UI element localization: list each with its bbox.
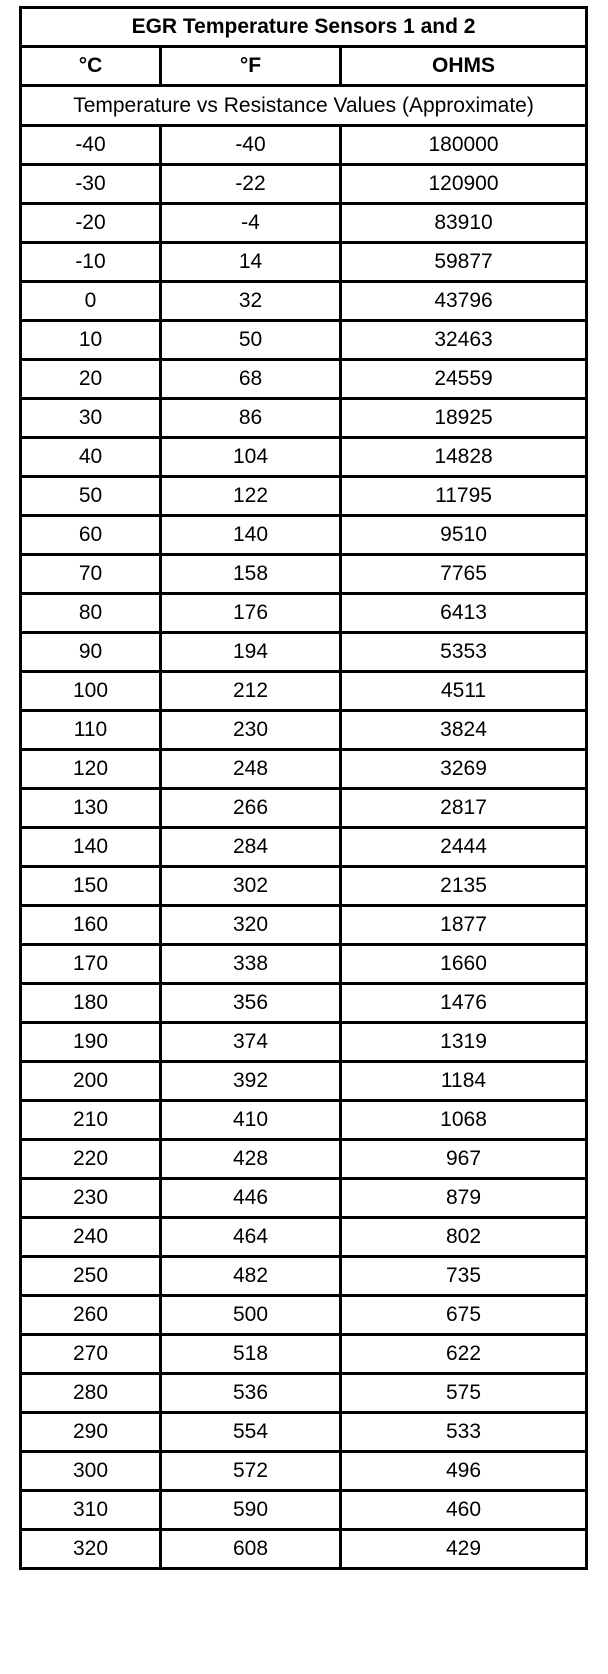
column-header-celsius: °C bbox=[21, 47, 161, 86]
cell-ohms: 5353 bbox=[341, 633, 587, 672]
cell-ohms: 1184 bbox=[341, 1062, 587, 1101]
temperature-resistance-table bbox=[19, 6, 588, 1570]
cell-celsius: 150 bbox=[21, 867, 161, 906]
cell-ohms: 4511 bbox=[341, 672, 587, 711]
cell-celsius: 90 bbox=[21, 633, 161, 672]
cell-fahrenheit: 554 bbox=[161, 1413, 341, 1452]
cell-fahrenheit: 392 bbox=[161, 1062, 341, 1101]
cell-fahrenheit: 338 bbox=[161, 945, 341, 984]
cell-fahrenheit: 86 bbox=[161, 399, 341, 438]
cell-ohms: 2135 bbox=[341, 867, 587, 906]
table-row bbox=[21, 1374, 587, 1413]
cell-ohms: 2817 bbox=[341, 789, 587, 828]
cell-celsius: 80 bbox=[21, 594, 161, 633]
table-row bbox=[21, 243, 587, 282]
cell-celsius: 70 bbox=[21, 555, 161, 594]
cell-celsius: 280 bbox=[21, 1374, 161, 1413]
cell-celsius: 0 bbox=[21, 282, 161, 321]
table-row bbox=[21, 984, 587, 1023]
cell-fahrenheit: -22 bbox=[161, 165, 341, 204]
cell-celsius: 130 bbox=[21, 789, 161, 828]
cell-ohms: 967 bbox=[341, 1140, 587, 1179]
table-row bbox=[21, 438, 587, 477]
cell-celsius: 180 bbox=[21, 984, 161, 1023]
cell-ohms: 533 bbox=[341, 1413, 587, 1452]
cell-fahrenheit: 320 bbox=[161, 906, 341, 945]
cell-celsius: 250 bbox=[21, 1257, 161, 1296]
cell-fahrenheit: 464 bbox=[161, 1218, 341, 1257]
table-subtitle-row bbox=[21, 86, 587, 126]
cell-fahrenheit: 32 bbox=[161, 282, 341, 321]
cell-fahrenheit: -4 bbox=[161, 204, 341, 243]
cell-celsius: 270 bbox=[21, 1335, 161, 1374]
cell-celsius: 240 bbox=[21, 1218, 161, 1257]
cell-fahrenheit: 104 bbox=[161, 438, 341, 477]
cell-ohms: 879 bbox=[341, 1179, 587, 1218]
table-row bbox=[21, 828, 587, 867]
cell-ohms: 9510 bbox=[341, 516, 587, 555]
table-row bbox=[21, 1023, 587, 1062]
table-title-row bbox=[21, 8, 587, 47]
cell-celsius: 40 bbox=[21, 438, 161, 477]
cell-fahrenheit: 122 bbox=[161, 477, 341, 516]
cell-ohms: 675 bbox=[341, 1296, 587, 1335]
table-row bbox=[21, 1296, 587, 1335]
table-row bbox=[21, 1062, 587, 1101]
cell-celsius: 120 bbox=[21, 750, 161, 789]
table-row bbox=[21, 750, 587, 789]
cell-ohms: 460 bbox=[341, 1491, 587, 1530]
cell-celsius: 320 bbox=[21, 1530, 161, 1569]
table-row bbox=[21, 204, 587, 243]
table-title: EGR Temperature Sensors 1 and 2 bbox=[21, 8, 587, 47]
cell-celsius: 20 bbox=[21, 360, 161, 399]
table-row bbox=[21, 399, 587, 438]
cell-fahrenheit: 68 bbox=[161, 360, 341, 399]
table-row bbox=[21, 789, 587, 828]
cell-fahrenheit: 14 bbox=[161, 243, 341, 282]
cell-fahrenheit: 590 bbox=[161, 1491, 341, 1530]
cell-ohms: 3824 bbox=[341, 711, 587, 750]
column-header-fahrenheit: °F bbox=[161, 47, 341, 86]
table-row bbox=[21, 165, 587, 204]
cell-ohms: 735 bbox=[341, 1257, 587, 1296]
cell-fahrenheit: 302 bbox=[161, 867, 341, 906]
cell-fahrenheit: 374 bbox=[161, 1023, 341, 1062]
cell-fahrenheit: 266 bbox=[161, 789, 341, 828]
table-row bbox=[21, 126, 587, 165]
cell-celsius: 50 bbox=[21, 477, 161, 516]
table-row bbox=[21, 1140, 587, 1179]
table-row bbox=[21, 1452, 587, 1491]
table-row bbox=[21, 594, 587, 633]
cell-ohms: 43796 bbox=[341, 282, 587, 321]
cell-celsius: 290 bbox=[21, 1413, 161, 1452]
cell-ohms: 18925 bbox=[341, 399, 587, 438]
cell-ohms: 802 bbox=[341, 1218, 587, 1257]
cell-ohms: 7765 bbox=[341, 555, 587, 594]
sensor-table-container bbox=[19, 6, 585, 1570]
cell-ohms: 496 bbox=[341, 1452, 587, 1491]
cell-celsius: 200 bbox=[21, 1062, 161, 1101]
cell-fahrenheit: 230 bbox=[161, 711, 341, 750]
cell-ohms: 6413 bbox=[341, 594, 587, 633]
cell-celsius: -40 bbox=[21, 126, 161, 165]
cell-fahrenheit: 518 bbox=[161, 1335, 341, 1374]
cell-fahrenheit: 140 bbox=[161, 516, 341, 555]
cell-celsius: 300 bbox=[21, 1452, 161, 1491]
cell-celsius: 140 bbox=[21, 828, 161, 867]
table-row bbox=[21, 360, 587, 399]
cell-fahrenheit: 158 bbox=[161, 555, 341, 594]
cell-ohms: 1319 bbox=[341, 1023, 587, 1062]
cell-celsius: -30 bbox=[21, 165, 161, 204]
table-row bbox=[21, 1335, 587, 1374]
table-row bbox=[21, 516, 587, 555]
cell-fahrenheit: 536 bbox=[161, 1374, 341, 1413]
table-row bbox=[21, 321, 587, 360]
cell-ohms: 24559 bbox=[341, 360, 587, 399]
cell-fahrenheit: 356 bbox=[161, 984, 341, 1023]
cell-ohms: 11795 bbox=[341, 477, 587, 516]
cell-fahrenheit: 284 bbox=[161, 828, 341, 867]
cell-fahrenheit: 428 bbox=[161, 1140, 341, 1179]
table-row bbox=[21, 867, 587, 906]
cell-ohms: 622 bbox=[341, 1335, 587, 1374]
cell-fahrenheit: 572 bbox=[161, 1452, 341, 1491]
cell-fahrenheit: 212 bbox=[161, 672, 341, 711]
cell-celsius: 310 bbox=[21, 1491, 161, 1530]
cell-ohms: 429 bbox=[341, 1530, 587, 1569]
table-row bbox=[21, 555, 587, 594]
table-row bbox=[21, 1179, 587, 1218]
table-row bbox=[21, 477, 587, 516]
cell-celsius: 170 bbox=[21, 945, 161, 984]
table-row bbox=[21, 1491, 587, 1530]
cell-ohms: 575 bbox=[341, 1374, 587, 1413]
cell-celsius: 260 bbox=[21, 1296, 161, 1335]
cell-fahrenheit: 50 bbox=[161, 321, 341, 360]
cell-ohms: 2444 bbox=[341, 828, 587, 867]
cell-ohms: 1068 bbox=[341, 1101, 587, 1140]
cell-celsius: 230 bbox=[21, 1179, 161, 1218]
cell-fahrenheit: 482 bbox=[161, 1257, 341, 1296]
cell-celsius: 210 bbox=[21, 1101, 161, 1140]
table-row bbox=[21, 1413, 587, 1452]
cell-fahrenheit: 194 bbox=[161, 633, 341, 672]
cell-celsius: 60 bbox=[21, 516, 161, 555]
cell-celsius: 100 bbox=[21, 672, 161, 711]
cell-ohms: 1877 bbox=[341, 906, 587, 945]
table-row bbox=[21, 1218, 587, 1257]
cell-celsius: 190 bbox=[21, 1023, 161, 1062]
table-body bbox=[21, 126, 587, 1569]
cell-fahrenheit: 500 bbox=[161, 1296, 341, 1335]
table-row bbox=[21, 1101, 587, 1140]
table-row bbox=[21, 1257, 587, 1296]
cell-ohms: 3269 bbox=[341, 750, 587, 789]
cell-fahrenheit: 410 bbox=[161, 1101, 341, 1140]
cell-ohms: 180000 bbox=[341, 126, 587, 165]
cell-celsius: -10 bbox=[21, 243, 161, 282]
table-row bbox=[21, 672, 587, 711]
column-header-row bbox=[21, 47, 587, 86]
table-row bbox=[21, 633, 587, 672]
cell-celsius: 160 bbox=[21, 906, 161, 945]
cell-celsius: 220 bbox=[21, 1140, 161, 1179]
cell-fahrenheit: 446 bbox=[161, 1179, 341, 1218]
cell-fahrenheit: 176 bbox=[161, 594, 341, 633]
column-header-ohms: OHMS bbox=[341, 47, 587, 86]
cell-celsius: 10 bbox=[21, 321, 161, 360]
cell-ohms: 1476 bbox=[341, 984, 587, 1023]
cell-ohms: 59877 bbox=[341, 243, 587, 282]
cell-celsius: -20 bbox=[21, 204, 161, 243]
cell-fahrenheit: -40 bbox=[161, 126, 341, 165]
cell-ohms: 120900 bbox=[341, 165, 587, 204]
cell-fahrenheit: 608 bbox=[161, 1530, 341, 1569]
table-subtitle: Temperature vs Resistance Values (Approximate) bbox=[21, 86, 587, 126]
table-row bbox=[21, 711, 587, 750]
cell-ohms: 1660 bbox=[341, 945, 587, 984]
cell-ohms: 32463 bbox=[341, 321, 587, 360]
cell-celsius: 30 bbox=[21, 399, 161, 438]
cell-ohms: 83910 bbox=[341, 204, 587, 243]
table-row bbox=[21, 282, 587, 321]
cell-ohms: 14828 bbox=[341, 438, 587, 477]
cell-celsius: 110 bbox=[21, 711, 161, 750]
table-row bbox=[21, 945, 587, 984]
cell-fahrenheit: 248 bbox=[161, 750, 341, 789]
table-row bbox=[21, 906, 587, 945]
table-row bbox=[21, 1530, 587, 1569]
